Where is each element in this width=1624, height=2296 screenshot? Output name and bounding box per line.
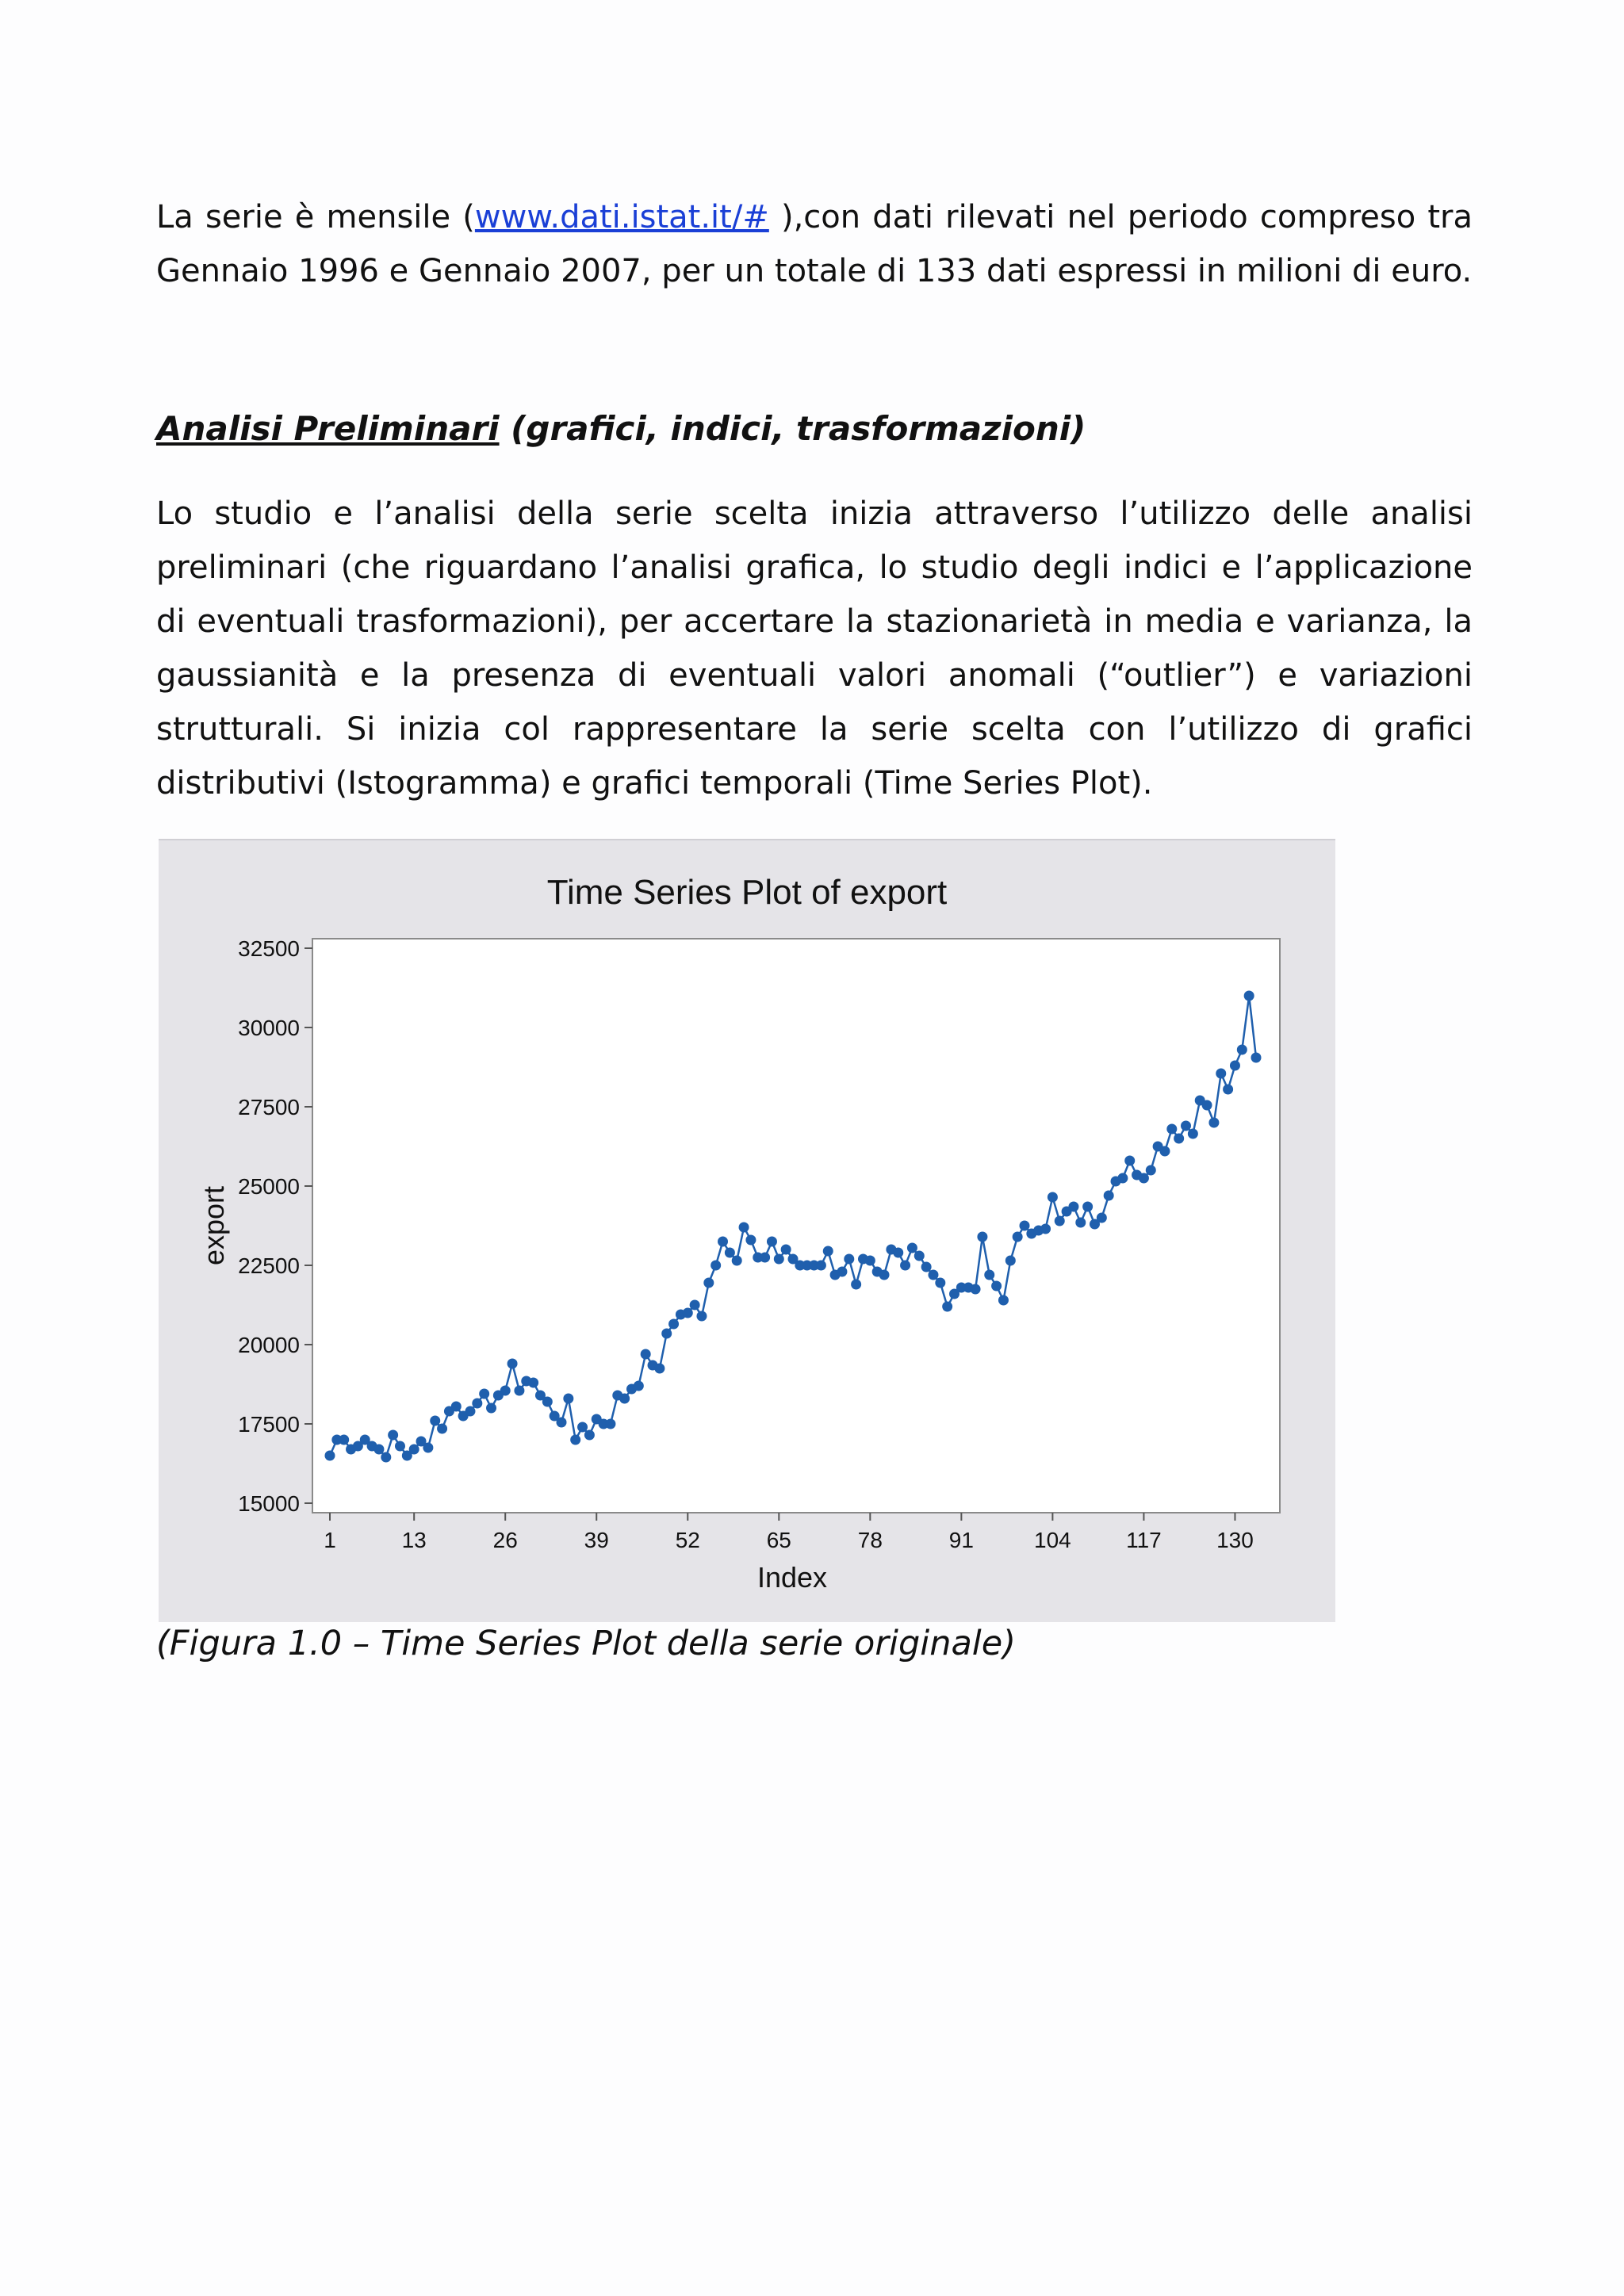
data-point [767,1237,777,1247]
x-axis-label: Index [756,1561,828,1594]
data-point [1005,1256,1016,1266]
x-axis [324,1513,1254,1552]
y-tick-label: 17500 [238,1412,300,1437]
data-point [977,1232,987,1242]
data-point [865,1256,875,1266]
data-point [1048,1192,1058,1203]
data-point [557,1418,567,1428]
data-point [654,1364,665,1374]
data-point [725,1248,735,1258]
y-tick-label: 22500 [238,1253,300,1278]
y-tick-label: 15000 [238,1491,300,1516]
data-point [514,1386,524,1396]
data-point [605,1419,615,1429]
data-point [373,1445,384,1455]
x-tick-label: 130 [1216,1528,1254,1552]
data-point [1216,1069,1226,1079]
x-tick-label: 13 [401,1528,427,1552]
data-point [1117,1173,1128,1184]
data-point [619,1394,630,1404]
data-point [1055,1216,1065,1226]
data-point [1202,1100,1212,1111]
x-tick-label: 78 [857,1528,883,1552]
x-tick-label: 65 [766,1528,791,1552]
data-point [1124,1156,1135,1166]
data-point [437,1424,447,1434]
data-point [991,1281,1002,1292]
plot-area [312,939,1280,1513]
data-point [893,1248,903,1258]
data-point [668,1319,679,1330]
x-tick-label: 104 [1034,1528,1071,1552]
data-point [1166,1124,1177,1135]
data-point [900,1261,910,1271]
data-point [1208,1118,1219,1128]
data-point [718,1237,728,1247]
figure-caption: (Figura 1.0 – Time Series Plot della serie originale) [156,1624,1016,1663]
data-point [381,1452,391,1463]
data-point [1040,1224,1051,1234]
data-point [563,1394,573,1404]
y-tick-label: 20000 [238,1333,300,1357]
data-point [325,1451,335,1461]
data-point [781,1245,791,1255]
x-tick-label: 117 [1126,1528,1162,1552]
x-tick-label: 26 [492,1528,518,1552]
data-point [683,1308,693,1318]
data-point [1075,1218,1086,1228]
data-point [1159,1146,1170,1157]
data-point [823,1246,833,1257]
data-point [388,1430,398,1441]
data-point [542,1397,553,1407]
data-point [928,1270,938,1280]
data-point [508,1359,518,1369]
x-tick-label: 1 [324,1528,336,1552]
data-point [634,1381,644,1391]
data-point [879,1270,890,1280]
x-tick-label: 52 [675,1528,700,1552]
data-point [921,1262,932,1272]
data-point [577,1422,588,1433]
data-point [339,1435,349,1445]
data-point [409,1445,419,1455]
data-point [1013,1232,1023,1242]
data-point [1237,1045,1247,1055]
data-point [1251,1053,1262,1063]
data-point [1082,1202,1093,1212]
data-point [837,1267,847,1277]
data-point [703,1278,714,1288]
data-point [1097,1213,1107,1223]
data-point [914,1251,925,1261]
data-point [1139,1173,1149,1184]
istat-link[interactable]: www.dati.istat.it/# [474,199,769,235]
section-heading-subtitle: (grafici, indici, trasformazioni) [499,409,1086,448]
data-point [935,1278,945,1288]
data-point [1188,1129,1198,1139]
data-point [1146,1165,1156,1176]
chart-svg [159,840,1335,1622]
data-point [423,1443,433,1453]
data-point [760,1253,770,1263]
x-tick-label: 91 [948,1528,974,1552]
data-point [430,1416,440,1426]
intro-paragraph [156,190,1473,298]
data-point [732,1256,742,1266]
data-point [696,1311,707,1322]
data-point [774,1254,784,1265]
data-point [1244,991,1254,1001]
data-point [851,1280,861,1290]
section-paragraph: Lo studio e l’analisi della serie scelta inizia attraverso l’utilizzo delle analisi preliminari (che riguardano l’analisi grafica, lo studio degli indici e l’applicazione di eventuali trasformazioni), per accertare la stazionarietà in media e varianza, la gaussianità e la presenza di eventuali valori anomali (“outlier”) e variazioni strutturali. Si inizia col rappresentare la serie scelta con l’utilizzo di grafici distributivi (Istogramma) e grafici temporali (Time Series Plot). [156,496,1473,802]
data-point [1181,1121,1191,1131]
data-point [844,1254,854,1265]
data-point [1174,1134,1184,1144]
data-point [745,1235,756,1246]
data-point [1223,1085,1233,1095]
data-point [641,1349,651,1360]
data-point [486,1403,496,1414]
data-point [472,1399,482,1409]
data-point [465,1406,475,1417]
y-axis [238,936,312,1516]
data-point [942,1302,952,1312]
section-heading [156,409,1086,448]
x-tick-label: 39 [584,1528,609,1552]
data-point [690,1300,700,1311]
data-point [661,1329,672,1339]
data-point [984,1270,994,1280]
time-series-chart [159,839,1335,1622]
data-point [816,1261,826,1271]
y-tick-label: 32500 [238,936,300,961]
intro-text-before-link: La serie è mensile ( [156,199,475,235]
data-point [971,1284,981,1295]
y-tick-label: 25000 [238,1174,300,1199]
data-point [451,1402,462,1412]
y-tick-label: 27500 [238,1095,300,1119]
data-point [710,1261,721,1271]
intro-text-after-link: ),con dati rilevati nel periodo compreso tra Gennaio 1996 e Gennaio 2007, per un totale di 133 dati espressi in milioni di euro. [156,199,1473,289]
data-point [907,1243,917,1253]
data-point [395,1441,405,1452]
data-point [739,1223,749,1233]
data-point [1068,1202,1078,1212]
data-point [584,1430,595,1441]
data-point [479,1389,489,1399]
data-point [1230,1061,1240,1071]
y-axis-label: export [197,1185,230,1266]
data-point [500,1386,511,1396]
y-tick-label: 30000 [238,1016,300,1040]
data-point [528,1378,538,1388]
section-heading-main: Analisi Preliminari [156,409,500,448]
chart-title: Time Series Plot of export [546,873,948,912]
data-point [1020,1221,1030,1231]
data-point [1104,1191,1114,1201]
data-point [570,1435,580,1445]
data-point [998,1295,1009,1306]
